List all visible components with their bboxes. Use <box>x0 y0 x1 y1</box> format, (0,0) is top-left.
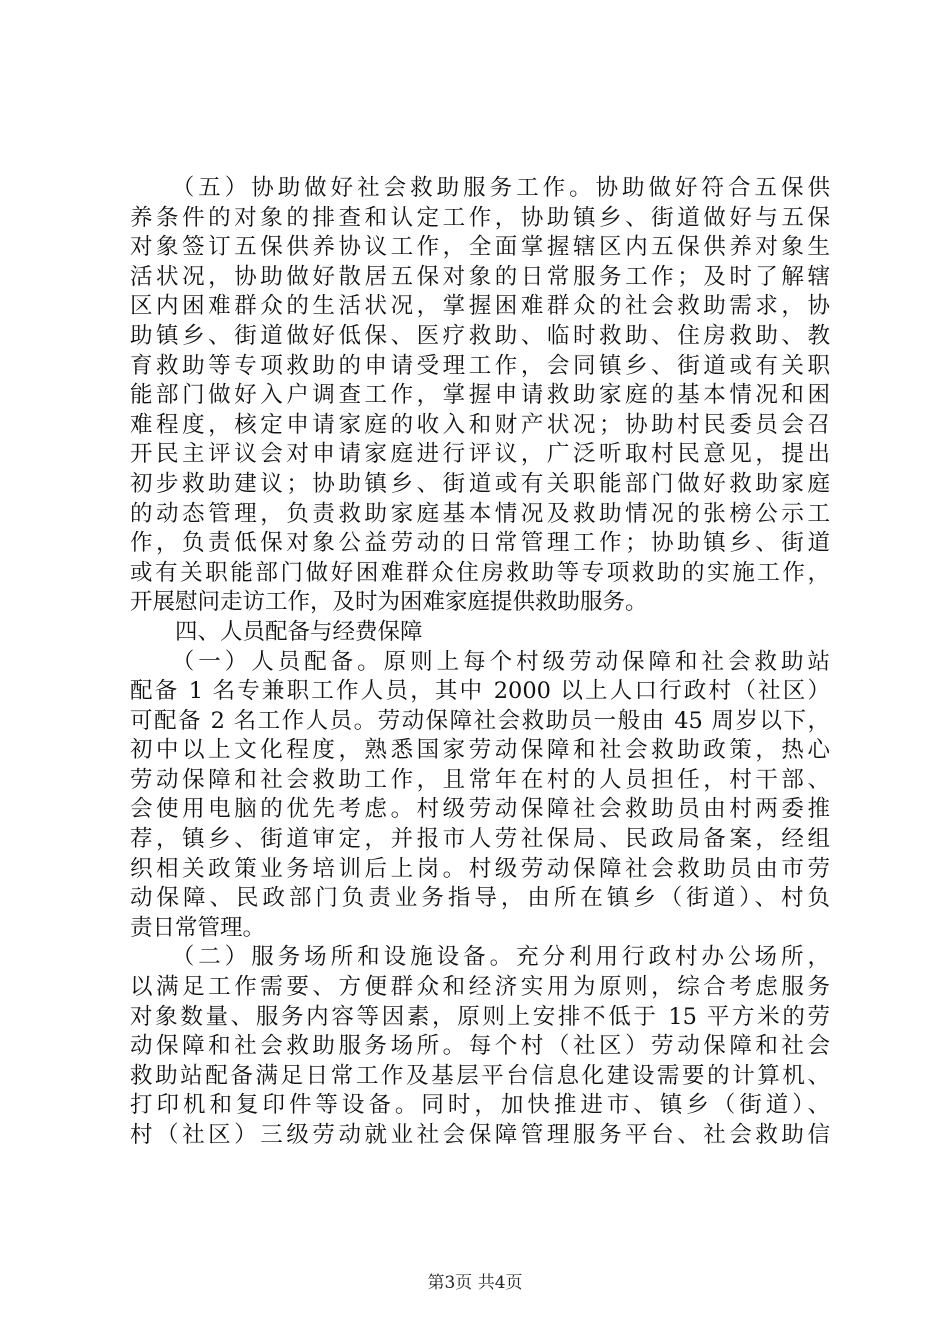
text-line: 会使用电脑的优先考虑。村级劳动保障社会救助员由村两委推 <box>130 796 830 823</box>
text-line: 难程度，核定申请家庭的收入和财产状况；协助村民委员会召 <box>130 411 830 438</box>
text-line: 开民主评议会对申请家庭进行评议，广泛听取村民意见，提出 <box>130 441 830 468</box>
text-line: 能部门做好入户调查工作，掌握申请救助家庭的基本情况和困 <box>130 382 830 409</box>
text-line: 可配备 2 名工作人员。劳动保障社会救助员一般由 45 周岁以下， <box>130 707 830 734</box>
text-line: 动保障、民政部门负责业务指导，由所在镇乡（街道）、村负 <box>130 885 830 912</box>
text-line: 养条件的对象的排查和认定工作，协助镇乡、街道做好与五保 <box>130 204 830 231</box>
page-footer: 第3页 共4页 <box>427 1273 523 1293</box>
text-line: （五）协助做好社会救助服务工作。协助做好符合五保供 <box>130 175 830 201</box>
text-line: 四、人员配备与经费保障 <box>130 618 423 645</box>
text-line: 初中以上文化程度，熟悉国家劳动保障和社会救助政策，热心 <box>130 737 830 764</box>
text-line: 以满足工作需要、方便群众和经济实用为原则，综合考虑服务 <box>130 974 830 1001</box>
text-line: 对象签订五保供养协议工作，全面掌握辖区内五保供养对象生 <box>130 234 830 261</box>
text-line: 对象数量、服务内容等因素，原则上安排不低于 15 平方米的劳 <box>130 1003 830 1030</box>
text-line: 区内困难群众的生活状况，掌握困难群众的社会救助需求，协 <box>130 293 830 320</box>
text-line: 活状况，协助做好散居五保对象的日常服务工作；及时了解辖 <box>130 263 830 290</box>
text-line: 或有关职能部门做好困难群众住房救助等专项救助的实施工作， <box>130 559 830 586</box>
text-line: 开展慰问走访工作，及时为困难家庭提供救助服务。 <box>130 589 648 616</box>
text-line: 打印机和复印件等设备。同时，加快推进市、镇乡（街道）、 <box>130 1092 830 1119</box>
text-line: 的动态管理，负责救助家庭基本情况及救助情况的张榜公示工 <box>130 500 830 527</box>
text-line: 劳动保障和社会救助工作，且常年在村的人员担任，村干部、 <box>130 766 830 793</box>
text-line: 作，负责低保对象公益劳动的日常管理工作；协助镇乡、街道 <box>130 530 830 557</box>
text-line: 动保障和社会救助服务场所。每个村（社区）劳动保障和社会 <box>130 1033 830 1060</box>
document-body <box>130 174 830 1151</box>
text-line: 织相关政策业务培训后上岗。村级劳动保障社会救助员由市劳 <box>130 855 830 882</box>
text-line: 救助站配备满足日常工作及基层平台信息化建设需要的计算机、 <box>130 1062 830 1089</box>
text-line: （二）服务场所和设施设备。充分利用行政村办公场所， <box>130 944 830 971</box>
text-line: （一）人员配备。原则上每个村级劳动保障和社会救助站 <box>130 648 830 675</box>
text-line: 助镇乡、街道做好低保、医疗救助、临时救助、住房救助、教 <box>130 322 830 349</box>
text-line: 配备 1 名专兼职工作人员，其中 2000 以上人口行政村（社区） <box>130 678 830 705</box>
text-line: 育救助等专项救助的申请受理工作，会同镇乡、街道或有关职 <box>130 352 830 379</box>
text-line: 责日常管理。 <box>130 914 266 941</box>
text-line: 初步救助建议；协助镇乡、街道或有关职能部门做好救助家庭 <box>130 470 830 497</box>
text-line: 村（社区）三级劳动就业社会保障管理服务平台、社会救助信 <box>130 1122 830 1148</box>
text-line: 荐，镇乡、街道审定，并报市人劳社保局、民政局备案，经组 <box>130 826 830 853</box>
